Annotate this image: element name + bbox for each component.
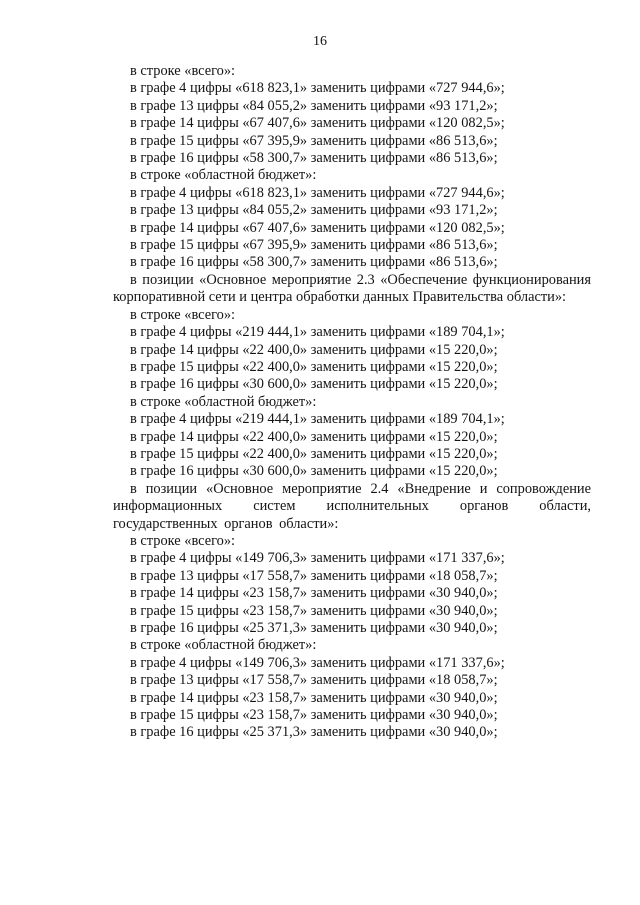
amendment-line: в графе 14 цифры «22 400,0» заменить цифрами «15 220,0»; — [130, 341, 498, 358]
amendment-line: в графе 13 цифры «17 558,7» заменить цифрами «18 058,7»; — [130, 672, 498, 689]
amendment-line: в строке «всего»: — [130, 532, 236, 549]
amendment-line: в графе 13 цифры «84 055,2» заменить цифрами «93 171,2»; — [130, 202, 498, 219]
amendment-line: в графе 16 цифры «30 600,0» заменить цифрами «15 220,0»; — [130, 376, 498, 393]
amendment-line: в графе 16 цифры «25 371,3» заменить цифрами «30 940,0»; — [130, 620, 498, 636]
amendment-line: в графе 15 цифры «67 395,9» заменить цифрами «86 513,6»; — [130, 132, 498, 149]
amendment-line: в графе 4 цифры «618 823,1» заменить цифрами «727 944,6»; — [130, 80, 505, 97]
amendment-line: в графе 4 цифры «149 706,3» заменить цифрами «171 337,6»; — [130, 654, 505, 671]
amendment-line: в графе 4 цифры «149 706,3» заменить цифрами «171 337,6»; — [130, 550, 505, 567]
amendment-line: в строке «всего»: — [130, 63, 236, 79]
amendment-line: в графе 16 цифры «30 600,0» заменить цифрами «15 220,0»; — [130, 463, 498, 480]
amendment-line: в строке «областной бюджет»: — [130, 393, 317, 410]
amendment-line: в графе 15 цифры «23 158,7» заменить цифрами «30 940,0»; — [130, 602, 498, 619]
amendment-line: в графе 15 цифры «67 395,9» заменить цифрами «86 513,6»; — [130, 237, 498, 254]
amendment-line: в графе 4 цифры «219 444,1» заменить цифрами «189 704,1»; — [130, 324, 505, 341]
amendment-line: в графе 14 цифры «67 407,6» заменить цифрами «120 082,5»; — [130, 219, 505, 236]
position-paragraph: в позиции «Основное мероприятие 2.3 «Обеспечение функционирования корпоративной сети и центра обработки данных Правительства области»: — [113, 271, 591, 306]
page-number: 16 — [313, 34, 327, 49]
amendment-line: в графе 15 цифры «22 400,0» заменить цифрами «15 220,0»; — [130, 445, 498, 462]
amendment-line: в строке «всего»: — [130, 306, 236, 323]
document-body — [113, 63, 591, 742]
amendment-line: в графе 4 цифры «219 444,1» заменить цифрами «189 704,1»; — [130, 411, 505, 428]
amendment-line: в графе 14 цифры «22 400,0» заменить цифрами «15 220,0»; — [130, 428, 498, 445]
amendment-line: в строке «областной бюджет»: — [130, 167, 317, 184]
amendment-line: в графе 16 цифры «25 371,3» заменить цифрами «30 940,0»; — [130, 724, 498, 741]
amendment-line: в графе 14 цифры «67 407,6» заменить цифрами «120 082,5»; — [130, 115, 505, 132]
amendment-line: в графе 16 цифры «58 300,7» заменить цифрами «86 513,6»; — [130, 254, 498, 271]
amendment-line: в графе 4 цифры «618 823,1» заменить цифрами «727 944,6»; — [130, 184, 505, 201]
amendment-line: в графе 15 цифры «23 158,7» заменить цифрами «30 940,0»; — [130, 707, 498, 724]
amendment-line: в графе 16 цифры «58 300,7» заменить цифрами «86 513,6»; — [130, 150, 498, 167]
amendment-line: в графе 13 цифры «17 558,7» заменить цифрами «18 058,7»; — [130, 567, 498, 584]
amendment-line: в строке «областной бюджет»: — [130, 637, 317, 654]
amendment-line: в графе 14 цифры «23 158,7» заменить цифрами «30 940,0»; — [130, 689, 498, 706]
position-paragraph: в позиции «Основное мероприятие 2.4 «Внедрение и сопровождение информационных систем исполнительных органов области, государственных органов области»: — [113, 480, 591, 532]
amendment-line: в графе 14 цифры «23 158,7» заменить цифрами «30 940,0»; — [130, 585, 498, 602]
amendment-line: в графе 15 цифры «22 400,0» заменить цифрами «15 220,0»; — [130, 358, 498, 375]
amendment-line: в графе 13 цифры «84 055,2» заменить цифрами «93 171,2»; — [130, 97, 498, 114]
